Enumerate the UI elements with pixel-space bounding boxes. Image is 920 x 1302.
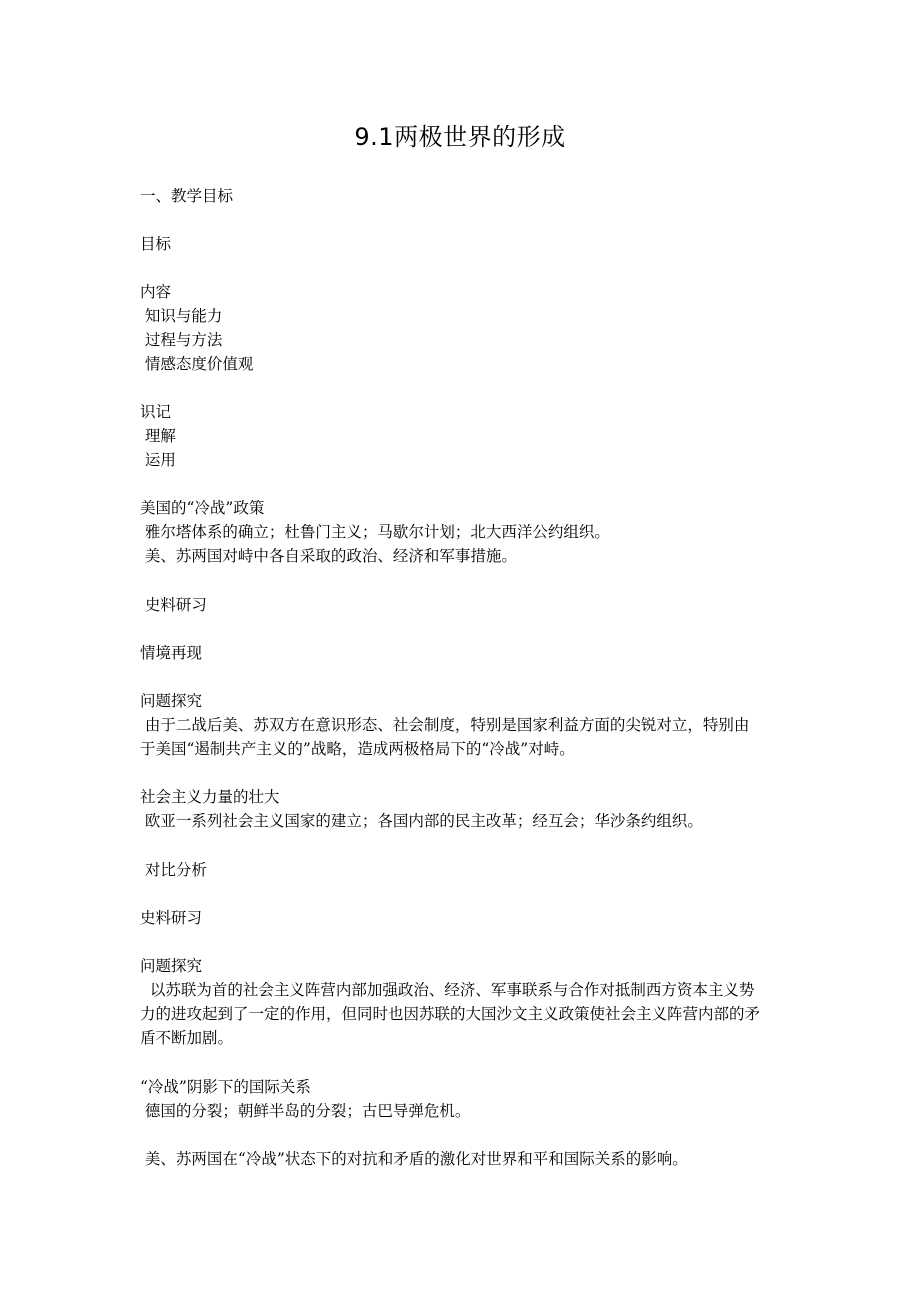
- document-title: 9.1两极世界的形成: [354, 123, 566, 151]
- text-line: 德国的分裂；朝鲜半岛的分裂；古巴导弹危机。: [140, 1102, 471, 1120]
- text-line: 美、苏两国对峙中各自采取的政治、经济和军事措施。: [140, 547, 517, 565]
- text-line: 理解: [140, 427, 176, 445]
- text-line: 问题探究: [140, 957, 203, 975]
- text-line: 情境再现: [140, 644, 203, 662]
- text-line: 史料研习: [140, 596, 207, 614]
- text-line: 运用: [140, 451, 176, 469]
- text-line: 由于二战后美、苏双方在意识形态、社会制度，特别是国家利益方面的尖锐对立，特别由: [140, 716, 750, 734]
- text-line: 欧亚一系列社会主义国家的建立；各国内部的民主改革；经互会；华沙条约组织。: [140, 812, 703, 830]
- text-line: 以苏联为首的社会主义阵营内部加强政治、经济、军事联系与合作对抵制西方资本主义势: [140, 981, 755, 999]
- text-line: 盾不断加剧。: [140, 1029, 234, 1047]
- section-heading: 一、教学目标: [140, 187, 234, 205]
- text-line: 识记: [140, 403, 172, 421]
- text-line: 目标: [140, 235, 172, 253]
- text-line: 美国的“冷战”政策: [140, 499, 265, 517]
- text-line: 知识与能力: [140, 307, 223, 325]
- text-line: 雅尔塔体系的确立；杜鲁门主义；马歇尔计划；北大西洋公约组织。: [140, 523, 610, 541]
- text-line: 对比分析: [140, 861, 207, 879]
- text-line: 问题探究: [140, 692, 203, 710]
- text-line: 过程与方法: [140, 331, 223, 349]
- text-line: 社会主义力量的壮大: [140, 788, 280, 806]
- text-line: 史料研习: [140, 909, 203, 927]
- text-line: 内容: [140, 283, 172, 301]
- text-line: 情感态度价值观: [140, 355, 254, 373]
- text-line: “冷战”阴影下的国际关系: [140, 1078, 311, 1096]
- text-line: 于美国“遏制共产主义的”战略，造成两极格局下的“冷战”对峙。: [140, 740, 575, 758]
- text-line: 美、苏两国在“冷战”状态下的对抗和矛盾的激化对世界和平和国际关系的影响。: [140, 1150, 688, 1168]
- text-line: 力的进攻起到了一定的作用，但同时也因苏联的大国沙文主义政策使社会主义阵营内部的矛: [140, 1005, 761, 1023]
